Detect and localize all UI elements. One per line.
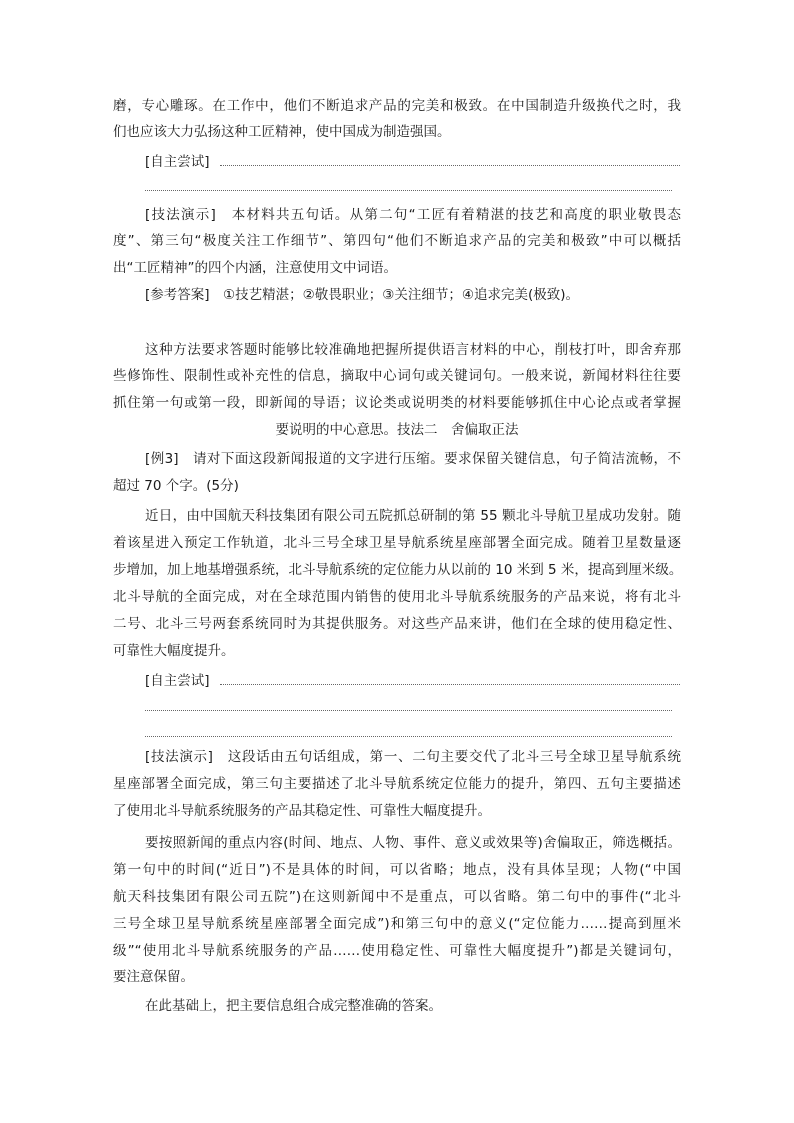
conclusion-line: 在此基础上，把主要信息组合成完整准确的答案。 bbox=[145, 998, 442, 1014]
self-try-row-2 bbox=[145, 669, 680, 689]
self-try-label: [自主尝试] bbox=[145, 154, 210, 170]
method-line-3: 抓住第一句或第一段，即新闻的导语；议论类或说明类的材料要能够抓住中心论点或者掌握 bbox=[113, 395, 681, 411]
skill-demo-line-3: 出“工匠精神”的四个内涵，注意使用文中词语。 bbox=[113, 260, 397, 276]
answer-blank-line bbox=[145, 190, 672, 191]
self-try-row-1 bbox=[145, 150, 680, 170]
example-3-line-1: [例3] 请对下面这段新闻报道的文字进行压缩。要求保留关键信息，句子简洁流畅，不 bbox=[145, 451, 681, 467]
skill-demo-line-1: [技法演示] 本材料共五句话。从第二句“工匠有着精湛的技艺和高度的职业敬畏态 bbox=[145, 207, 681, 223]
answer-blank-line bbox=[145, 710, 672, 711]
example-3-line-2: 超过 70 个字。(5分) bbox=[113, 478, 239, 494]
news-line-6: 可靠性大幅度提升。 bbox=[113, 643, 235, 659]
answer-blank-line bbox=[145, 736, 672, 737]
intro-line-1: 磨，专心雕琢。在工作中，他们不断追求产品的完美和极致。在中国制造升级换代之时，我 bbox=[113, 98, 681, 114]
answer-blank-line bbox=[220, 155, 680, 166]
skill-demo-2-line-1: [技法演示] 这段话由五句话组成，第一、二句主要交代了北斗三号全球卫星导航系统 bbox=[145, 749, 681, 765]
intro-line-2: 们也应该大力弘扬这种工匠精神，使中国成为制造强国。 bbox=[113, 124, 451, 140]
analysis-line-5: 级”“使用北斗导航系统服务的产品……使用稳定性、可靠性大幅度提升”)都是关键词句， bbox=[113, 943, 681, 959]
news-line-1: 近日，由中国航天科技集团有限公司五院抓总研制的第 55 颗北斗导航卫星成功发射。随 bbox=[145, 508, 681, 524]
analysis-line-1: 要按照新闻的重点内容(时间、地点、人物、事件、意义或效果等)舍偏取正，筛选概括。 bbox=[145, 835, 681, 851]
self-try-label: [自主尝试] bbox=[145, 673, 210, 689]
analysis-line-2: 第一句中的时间(“近日”)不是具体的时间，可以省略；地点，没有具体呈现；人物(“中国 bbox=[113, 862, 681, 878]
answer-blank-line bbox=[220, 674, 680, 685]
news-line-4: 北斗导航的全面完成，对在全球范围内销售的使用北斗导航系统服务的产品来说，将有北斗 bbox=[113, 589, 681, 605]
reference-answer: [参考答案] ①技艺精湛；②敬畏职业；③关注细节；④追求完美(极致)。 bbox=[145, 287, 579, 303]
news-line-3: 步增加，加上地基增强系统，北斗导航系统的定位能力从以前的 10 米到 5 米，提高到厘米级。 bbox=[113, 562, 683, 578]
method-line-2: 些修饰性、限制性或补充性的信息，摘取中心词句或关键词句。一般来说，新闻材料往往要 bbox=[113, 368, 681, 384]
analysis-line-6: 要注意保留。 bbox=[113, 969, 194, 985]
method-line-1: 这种方法要求答题时能够比较准确地把握所提供语言材料的中心，削枝打叶，即舍弃那 bbox=[145, 342, 681, 358]
method-line-4-heading: 要说明的中心意思。技法二 舍偏取正法 bbox=[275, 422, 519, 438]
news-line-5: 二号、北斗三号两套系统同时为其提供服务。对这些产品来讲，他们在全球的使用稳定性、 bbox=[113, 616, 681, 632]
analysis-line-3: 航天科技集团有限公司五院”)在这则新闻中不是重点，可以省略。第二句中的事件(“北斗 bbox=[113, 889, 681, 905]
skill-demo-line-2: 度”、第三句“极度关注工作细节”、第四句“他们不断追求产品的完美和极致”中可以概括 bbox=[113, 233, 681, 249]
news-line-2: 着该星进入预定工作轨道，北斗三号全球卫星导航系统星座部署全面完成。随着卫星数量逐 bbox=[113, 535, 681, 551]
skill-demo-2-line-2: 星座部署全面完成，第三句主要描述了北斗导航系统定位能力的提升，第四、五句主要描述 bbox=[113, 776, 681, 792]
skill-demo-2-line-3: 了使用北斗导航系统服务的产品其稳定性、可靠性大幅度提升。 bbox=[113, 803, 491, 819]
analysis-line-4: 三号全球卫星导航系统星座部署全面完成”)和第三句中的意义(“定位能力……提高到厘米 bbox=[113, 916, 681, 932]
